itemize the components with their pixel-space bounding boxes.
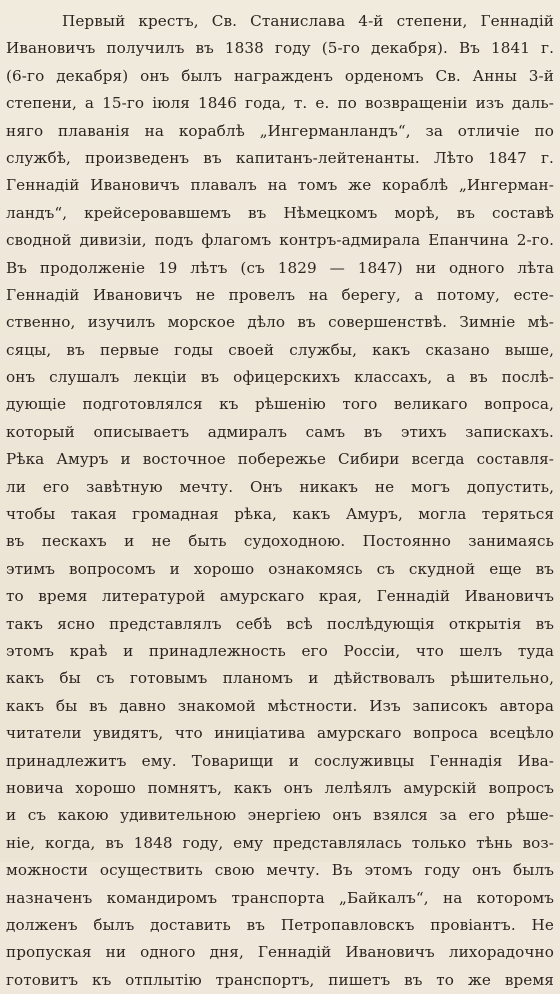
text-line: Ивановичъ получилъ въ 1838 году (5-го декабря). Въ 1841 г. (6, 39, 554, 58)
text-line: ландъ“, крейсеровавшемъ въ Нѣмецкомъ морѣ, въ составѣ (6, 203, 554, 222)
text-line: Геннадій Ивановичъ плавалъ на томъ же кораблѣ „Ингерман- (6, 176, 554, 195)
text-line: готовитъ къ отплытію транспортъ, пишетъ въ то же время (6, 970, 554, 989)
text-line: который описываетъ адмиралъ самъ въ этихъ запискахъ. (6, 422, 554, 441)
text-line: Рѣка Амуръ и восточное побережье Сибири всегда составля- (6, 450, 554, 469)
text-line: сводной дивизіи, подъ флагомъ контръ-адмирала Епанчина 2-го. (6, 231, 554, 250)
text-line: дующіе подготовлялся къ рѣшенію того великаго вопроса, (6, 395, 554, 414)
text-line: этомъ краѣ и принадлежность его Россіи, что шелъ туда (6, 641, 554, 660)
text-line: ственно, изучилъ морское дѣло въ совершенствѣ. Зимніе мѣ- (6, 313, 554, 332)
text-line: въ пескахъ и не быть судоходною. Постоянно занимаясь (6, 532, 554, 551)
text-line: сяцы, въ первые годы своей службы, какъ сказано выше, (6, 340, 554, 359)
text-line: няго плаванія на кораблѣ „Ингерманландъ“, за отличіе по (6, 121, 554, 140)
text-line: этимъ вопросомъ и хорошо ознакомясь съ скудной еще въ (6, 559, 554, 578)
paragraph (6, 8, 554, 994)
text-line: онъ слушалъ лекціи въ офицерскихъ классахъ, а въ послѣ- (6, 368, 554, 387)
text-line: принадлежитъ ему. Товарищи и сослуживцы Геннадія Ива- (6, 751, 554, 770)
text-line: какъ бы съ готовымъ планомъ и дѣйствовалъ рѣшительно, (6, 669, 554, 688)
text-line: читатели увидятъ, что иниціатива амурскаго вопроса всецѣло (6, 724, 554, 743)
text-line: ніе, когда, въ 1848 году, ему представлялась только тѣнь воз- (6, 833, 554, 852)
text-line: Геннадій Ивановичъ не провелъ на берегу, а потому, есте- (6, 285, 554, 304)
text-line: и съ какою удивительною энергіею онъ взялся за его рѣше- (6, 806, 554, 825)
text-line: службѣ, произведенъ въ капитанъ-лейтенанты. Лѣто 1847 г. (6, 148, 554, 167)
text-line: можности осуществить свою мечту. Въ этомъ году онъ былъ (6, 861, 554, 880)
text-line: чтобы такая громадная рѣка, какъ Амуръ, могла теряться (6, 505, 554, 524)
text-line: Въ продолженіе 19 лѣтъ (съ 1829 — 1847) ни одного лѣта (6, 258, 554, 277)
text-line: новича хорошо помнятъ, какъ онъ лелѣялъ амурскій вопросъ (6, 778, 554, 797)
text-line: пропуская ни одного дня, Геннадій Ивановичъ лихорадочно (6, 943, 554, 962)
text-line: ли его завѣтную мечту. Онъ никакъ не могъ допустить, (6, 477, 554, 496)
text-line: (6-го декабря) онъ былъ награжденъ орденомъ Св. Анны 3-й (6, 66, 554, 85)
text-line: назначенъ командиромъ транспорта „Байкалъ“, на которомъ (6, 888, 554, 907)
text-line: то время литературой амурскаго края, Геннадій Ивановичъ (6, 587, 554, 606)
text-line: какъ бы въ давно знакомой мѣстности. Изъ записокъ автора (6, 696, 554, 715)
text-line: степени, а 15-го іюля 1846 года, т. е. по возвращеніи изъ даль- (6, 94, 554, 113)
text-line: такъ ясно представлялъ себѣ всѣ послѣдующія открытія въ (6, 614, 554, 633)
text-line: долженъ былъ доставить въ Петропавловскъ провіантъ. Не (6, 915, 554, 934)
text-line: Первый крестъ, Св. Станислава 4-й степени, Геннадій (62, 12, 554, 30)
